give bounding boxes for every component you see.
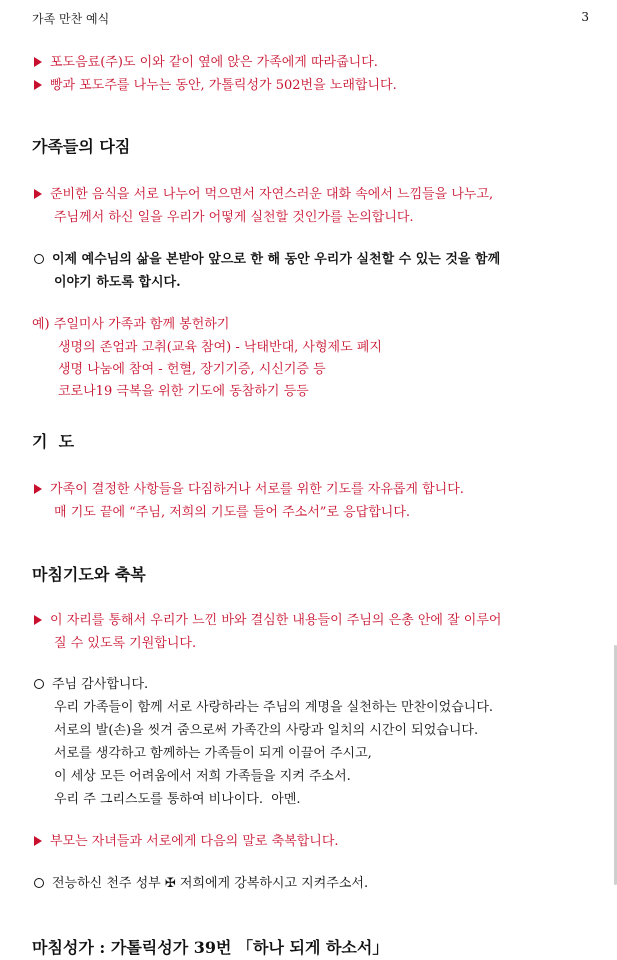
heading-closing: 마침기도와 축복 <box>32 565 146 584</box>
red-triangle-icon <box>34 615 42 625</box>
intro-rubric-1: 포도음료(주)도 이와 같이 옆에 앉은 가족에게 따라줍니다. <box>34 51 378 70</box>
closing-prayer-line: 서로의 발(손)을 씻겨 줌으로써 가족간의 사랑과 일치의 시간이 되었습니다. <box>54 723 479 738</box>
example-item: 코로나19 극복을 위한 기도에 동참하기 등등 <box>58 384 309 399</box>
circle-icon <box>34 679 44 689</box>
resolution-prayer-2: 이야기 하도록 합시다. <box>54 275 181 290</box>
example-item: 생명 나눔에 참여 - 헌혈, 장기기증, 시신기증 등 <box>58 362 326 377</box>
prayer-rubric-2: 매 기도 끝에 “주님, 저희의 기도를 들어 주소서”로 응답합니다. <box>54 505 411 520</box>
example-heading: 예) 주일미사 가족과 함께 봉헌하기 <box>32 317 230 332</box>
resolution-rubric-2: 주님께서 하신 일을 우리가 어떻게 실천할 것인가를 논의합니다. <box>54 210 414 225</box>
red-triangle-icon <box>34 57 42 67</box>
red-triangle-icon <box>34 836 42 846</box>
heading-prayer: 기 도 <box>32 432 75 451</box>
page-number: 3 <box>581 10 589 24</box>
closing-prayer-line: 서로를 생각하고 함께하는 가족들이 되게 이끌어 주시고, <box>54 746 372 761</box>
red-triangle-icon <box>34 80 42 90</box>
running-header-title: 가족 만찬 예식 <box>32 12 110 26</box>
circle-icon <box>34 878 44 888</box>
resolution-prayer-1: 이제 예수님의 삶을 본받아 앞으로 한 해 동안 우리가 실천할 수 있는 것을 함께 <box>34 248 500 267</box>
closing-rubric-1: 이 자리를 통해서 우리가 느낀 바와 결심한 내용들이 주님의 은총 안에 잘 이루어 <box>34 609 501 628</box>
circle-icon <box>34 254 44 264</box>
closing-prayer-line: 주님 감사합니다. <box>34 673 148 692</box>
heading-resolution: 가족들의 다짐 <box>32 137 131 156</box>
closing-prayer-line: 이 세상 모든 어려움에서 저희 가족들을 지켜 주소서. <box>54 769 351 784</box>
closing-hymn: 마침성가 : 가톨릭성가 39번 「하나 되게 하소서」 <box>32 938 389 957</box>
intro-rubric-2: 빵과 포도주를 나누는 동안, 가톨릭성가 502번을 노래합니다. <box>34 74 397 93</box>
closing-rubric-2: 질 수 있도록 기원합니다. <box>54 636 197 651</box>
example-item: 생명의 존엄과 고취(교육 참여) - 낙태반대, 사형제도 폐지 <box>58 340 382 355</box>
red-triangle-icon <box>34 189 42 199</box>
closing-prayer-line: 우리 가족들이 함께 서로 사랑하라는 주님의 계명을 실천하는 만찬이었습니다. <box>54 700 494 715</box>
resolution-rubric-1: 준비한 음식을 서로 나누어 먹으면서 자연스러운 대화 속에서 느낌들을 나누고, <box>34 183 493 202</box>
closing-prayer-line: 우리 주 그리스도를 통하여 비나이다. 아멘. <box>54 792 301 807</box>
prayer-rubric-1: 가족이 결정한 사항들을 다짐하거나 서로를 위한 기도를 자유롭게 합니다. <box>34 478 464 497</box>
blessing-rubric: 부모는 자녀들과 서로에게 다음의 말로 축복합니다. <box>34 830 339 849</box>
red-triangle-icon <box>34 484 42 494</box>
blessing-text: 전능하신 천주 성부 ✠ 저희에게 강복하시고 지켜주소서. <box>34 872 368 891</box>
